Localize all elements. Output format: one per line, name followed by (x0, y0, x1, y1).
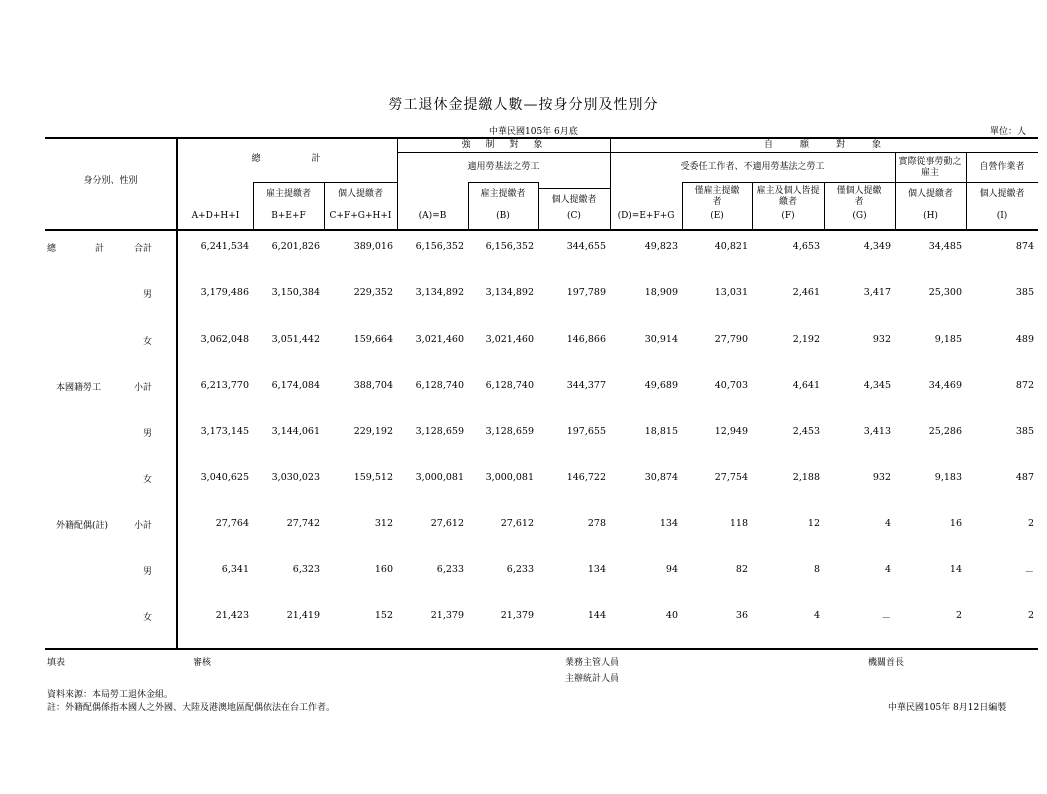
table-cell: 6,156,352 (485, 241, 534, 252)
table-cell: 197,789 (566, 287, 606, 298)
table-cell: 8 (813, 564, 820, 575)
table-cell: 159,512 (353, 472, 393, 483)
column-formula: (B) (496, 211, 510, 221)
table-cell: 3,021,460 (415, 334, 464, 345)
individual-contrib-header: 個人提繳者 (337, 189, 383, 199)
row-sub-label: 男 (142, 290, 152, 300)
row-group-label: 總 計 (47, 244, 108, 254)
header-bottom-rule (45, 229, 1038, 231)
table-cell: 3,062,048 (200, 334, 249, 345)
header-rule-efg (682, 182, 1038, 183)
table-cell: 6,233 (436, 564, 464, 575)
table-cell: 4 (884, 518, 891, 529)
row-group-label: 本國籍勞工 (56, 383, 102, 393)
employer-contrib-header-b: 雇主提繳者 (480, 189, 526, 199)
column-formula: A+D+H+I (191, 211, 240, 221)
table-top-rule (45, 137, 1038, 139)
footer-compiled: 中華民國105年 8月12日編製 (888, 703, 1007, 713)
table-cell: 489 (1015, 334, 1034, 345)
header-rule-total (253, 182, 397, 183)
footer-note: 註：外籍配偶係指本國人之外國、大陸及港澳地區配偶依法在台工作者。 (47, 703, 336, 713)
table-cell: 3,040,625 (200, 472, 249, 483)
table-cell: 82 (735, 564, 748, 575)
row-sub-label: 女 (142, 337, 152, 347)
table-cell: 25,300 (928, 287, 962, 298)
table-cell: 12 (807, 518, 820, 529)
unit-label: 單位：人 (990, 127, 1027, 137)
table-cell: 3,173,145 (200, 426, 249, 437)
table-cell: 344,655 (566, 241, 606, 252)
column-formula: (D)=E+F+G (617, 211, 675, 221)
table-cell: 3,128,659 (415, 426, 464, 437)
table-cell: 2,461 (792, 287, 820, 298)
table-cell: 12,949 (714, 426, 748, 437)
table-cell: 385 (1015, 287, 1034, 298)
table-cell: 16 (949, 518, 962, 529)
table-cell: 49,689 (644, 380, 678, 391)
table-cell: 3,051,442 (271, 334, 320, 345)
table-cell: 2 (955, 610, 962, 621)
page-title: 勞工退休金提繳人數—按身分別及性別分 (388, 97, 659, 113)
table-cell: － (1024, 567, 1034, 578)
column-formula: (H) (923, 211, 938, 221)
table-cell: 49,823 (644, 241, 678, 252)
column-formula: (E) (710, 211, 724, 221)
footer-supervisor: 業務主管人員 (565, 658, 620, 668)
table-cell: 229,352 (353, 287, 393, 298)
individual-contrib-header-c: 個人提繳者 (551, 195, 597, 205)
footer-source: 資料來源：本局勞工退休金組。 (47, 690, 174, 700)
table-cell: 27,612 (500, 518, 534, 529)
table-cell: 6,213,770 (200, 380, 249, 391)
table-cell: 152 (374, 610, 393, 621)
table-cell: 3,134,892 (415, 287, 464, 298)
table-cell: 27,764 (215, 518, 249, 529)
row-sub-label: 男 (142, 567, 152, 577)
column-formula: B+E+F (271, 211, 306, 221)
table-cell: 2,192 (792, 334, 820, 345)
table-cell: 159,664 (353, 334, 393, 345)
table-cell: 18,815 (644, 426, 678, 437)
table-cell: 27,754 (714, 472, 748, 483)
table-bottom-rule (45, 648, 1038, 650)
table-cell: 3,000,081 (415, 472, 464, 483)
employer-and-individual-header: 雇主及個人皆提繳者 (756, 186, 820, 207)
table-cell: 34,469 (928, 380, 962, 391)
table-cell: 2 (1027, 518, 1034, 529)
footer-reviewed: 審核 (193, 658, 212, 668)
self-employed-header: 自營作業者 (979, 162, 1025, 172)
table-cell: 4,653 (792, 241, 820, 252)
table-cell: 3,144,061 (271, 426, 320, 437)
table-cell: 27,790 (714, 334, 748, 345)
table-cell: 6,323 (292, 564, 320, 575)
table-cell: 2 (1027, 610, 1034, 621)
actual-employer-header: 實際從事勞動之雇主 (898, 157, 962, 178)
table-cell: 2,453 (792, 426, 820, 437)
header-rule-1 (397, 152, 1038, 153)
table-cell: 144 (587, 610, 606, 621)
table-cell: 3,413 (863, 426, 891, 437)
table-cell: 21,379 (500, 610, 534, 621)
table-cell: 6,341 (221, 564, 249, 575)
table-cell: 3,179,486 (200, 287, 249, 298)
table-cell: 4,345 (863, 380, 891, 391)
individual-only-header: 僅個人提繳者 (836, 186, 882, 207)
column-formula: C+F+G+H+I (329, 211, 392, 221)
table-cell: 94 (665, 564, 678, 575)
table-cell: 4 (813, 610, 820, 621)
table-cell: 229,192 (353, 426, 393, 437)
table-cell: － (881, 613, 891, 624)
individual-contrib-header-h: 個人提繳者 (907, 189, 953, 199)
column-formula: (C) (567, 211, 581, 221)
table-cell: 30,914 (644, 334, 678, 345)
column-formula: (F) (781, 211, 795, 221)
header-rule-b (468, 182, 538, 183)
table-cell: 25,286 (928, 426, 962, 437)
column-formula: (G) (852, 211, 867, 221)
table-cell: 34,485 (928, 241, 962, 252)
column-formula: (I) (996, 211, 1008, 221)
table-cell: 2,188 (792, 472, 820, 483)
row-sub-label: 小計 (133, 383, 152, 393)
row-sub-label: 男 (142, 429, 152, 439)
table-cell: 3,134,892 (485, 287, 534, 298)
table-cell: 388,704 (353, 380, 393, 391)
table-cell: 4 (884, 564, 891, 575)
table-cell: 312 (374, 518, 393, 529)
voluntary-header: 自 願 對 象 (763, 140, 884, 150)
table-cell: 9,183 (934, 472, 962, 483)
table-cell: 4,641 (792, 380, 820, 391)
table-cell: 27,612 (430, 518, 464, 529)
table-cell: 118 (729, 518, 748, 529)
table-cell: 385 (1015, 426, 1034, 437)
table-cell: 6,241,534 (200, 241, 249, 252)
table-cell: 36 (735, 610, 748, 621)
vline (824, 182, 825, 230)
table-cell: 9,185 (934, 334, 962, 345)
table-cell: 134 (659, 518, 678, 529)
table-cell: 40,703 (714, 380, 748, 391)
row-header-label: 身分別、性別 (83, 176, 138, 186)
vline (682, 182, 683, 230)
table-cell: 6,233 (506, 564, 534, 575)
table-cell: 146,722 (566, 472, 606, 483)
footer-prepared: 填表 (47, 658, 66, 668)
table-cell: 146,866 (566, 334, 606, 345)
table-cell: 40,821 (714, 241, 748, 252)
vline (752, 182, 753, 230)
table-cell: 30,874 (644, 472, 678, 483)
column-formula: (A)=B (418, 211, 447, 221)
total-header: 總 計 (251, 154, 324, 164)
table-cell: 3,030,023 (271, 472, 320, 483)
table-cell: 6,128,740 (485, 380, 534, 391)
row-sub-label: 合計 (133, 244, 152, 254)
table-cell: 160 (374, 564, 393, 575)
table-cell: 21,419 (286, 610, 320, 621)
lsa-workers-header: 適用勞基法之勞工 (467, 162, 540, 172)
table-cell: 874 (1015, 241, 1034, 252)
table-cell: 27,742 (286, 518, 320, 529)
table-cell: 21,423 (215, 610, 249, 621)
employer-only-header: 僅雇主提繳者 (694, 186, 740, 207)
table-cell: 932 (872, 334, 891, 345)
footer-statistician: 主辦統計人員 (565, 674, 620, 684)
table-cell: 134 (587, 564, 606, 575)
row-sub-label: 女 (142, 475, 152, 485)
header-rule-c (538, 188, 610, 189)
table-cell: 197,655 (566, 426, 606, 437)
table-cell: 4,349 (863, 241, 891, 252)
table-cell: 3,128,659 (485, 426, 534, 437)
table-cell: 40 (665, 610, 678, 621)
vline (538, 182, 539, 230)
table-cell: 14 (949, 564, 962, 575)
period-label: 中華民國105年 6月底 (489, 127, 578, 137)
footer-head: 機關首長 (868, 658, 905, 668)
table-cell: 3,000,081 (485, 472, 534, 483)
row-sub-label: 小計 (133, 521, 152, 531)
table-cell: 487 (1015, 472, 1034, 483)
mandatory-header: 強 制 對 象 (461, 140, 546, 150)
table-cell: 18,909 (644, 287, 678, 298)
table-cell: 21,379 (430, 610, 464, 621)
table-cell: 3,150,384 (271, 287, 320, 298)
table-cell: 6,156,352 (415, 241, 464, 252)
individual-contrib-header-i: 個人提繳者 (979, 189, 1025, 199)
employer-contrib-header: 雇主提繳者 (265, 189, 311, 199)
table-cell: 13,031 (714, 287, 748, 298)
table-cell: 6,174,084 (271, 380, 320, 391)
row-sub-label: 女 (142, 613, 152, 623)
table-cell: 3,021,460 (485, 334, 534, 345)
table-cell: 344,377 (566, 380, 606, 391)
table-cell: 389,016 (353, 241, 393, 252)
table-cell: 6,128,740 (415, 380, 464, 391)
table-cell: 3,417 (863, 287, 891, 298)
non-lsa-header: 受委任工作者、不適用勞基法之勞工 (680, 162, 825, 172)
table-cell: 6,201,826 (271, 241, 320, 252)
table-cell: 932 (872, 472, 891, 483)
table-cell: 872 (1015, 380, 1034, 391)
row-group-label: 外籍配偶(註) (56, 521, 109, 531)
table-cell: 278 (587, 518, 606, 529)
